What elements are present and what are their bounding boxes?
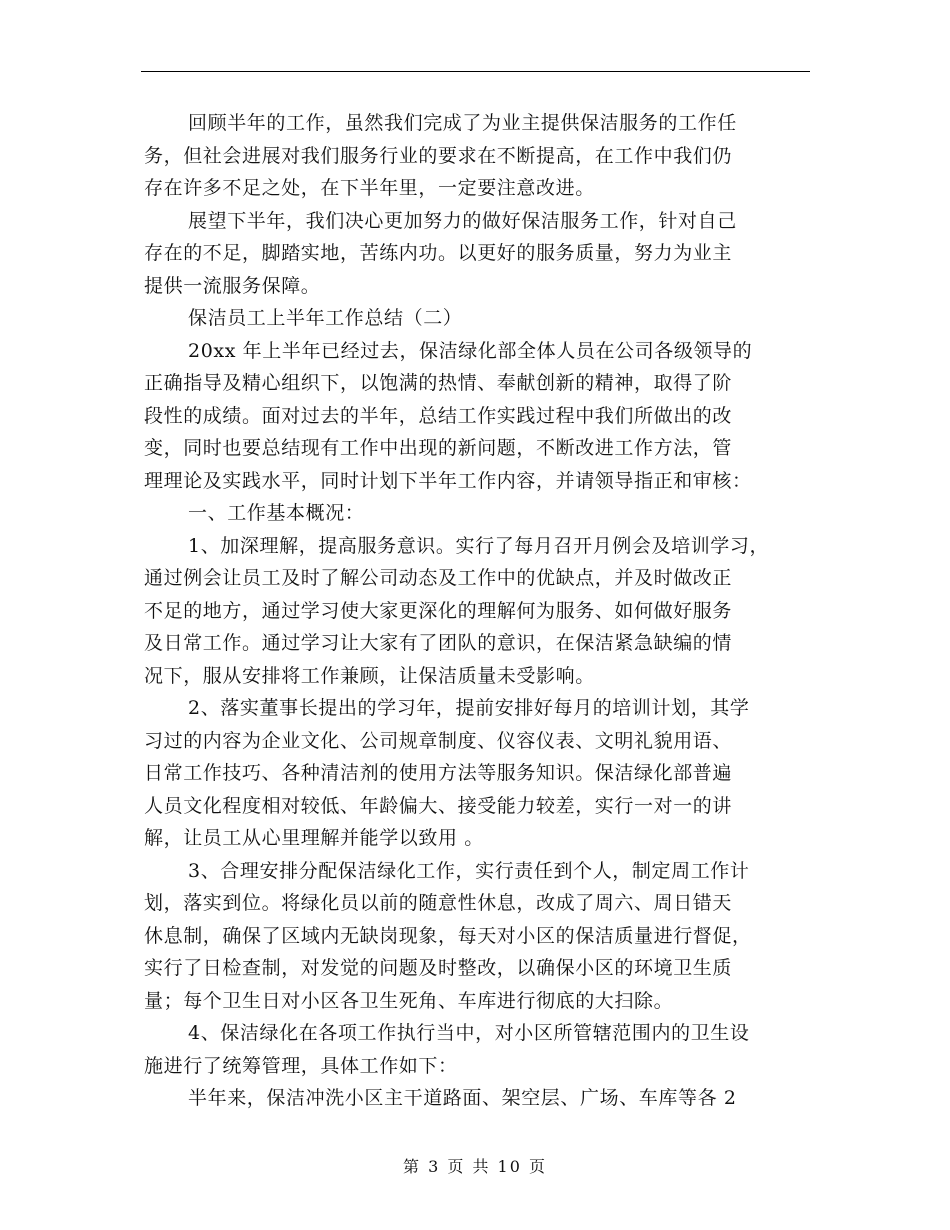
text-line: 休息制，确保了区域内无缺岗现象，每天对小区的保洁质量进行督促， [144, 924, 752, 947]
text-line: 划，落实到位。将绿化员以前的随意性休息，改成了周六、周日错天 [144, 892, 733, 914]
text-line: 变，同时也要总结现有工作中出现的新问题，不断改进工作方法，管 [144, 437, 733, 459]
text-line: 通过例会让员工及时了解公司动态及工作中的优缺点，并及时做改正 [144, 567, 733, 589]
body-text [144, 107, 810, 1115]
text-line: 量；每个卫生日对小区各卫生死角、车库进行彻底的大扫除。 [144, 989, 674, 1012]
text-line: 3、合理安排分配保洁绿化工作，实行责任到个人，制定周工作计 [188, 859, 750, 882]
text-line: 展望下半年，我们决心更加努力的做好保洁服务工作，针对自己 [188, 209, 737, 232]
text-line: 况下，服从安排将工作兼顾，让保洁质量未受影响。 [144, 664, 595, 687]
text-line: 习过的内容为企业文化、公司规章制度、仪容仪表、文明礼貌用语、 [144, 729, 733, 752]
text-line: 一、工作基本概况： [188, 502, 365, 524]
text-line: 人员文化程度相对较低、年龄偏大、接受能力较差，实行一对一的讲 [144, 794, 733, 817]
text-line: 提供一流服务保障。 [144, 274, 321, 297]
header-rule [141, 71, 810, 72]
text-line: 半年来，保洁冲洗小区主干道路面、架空层、广场、车库等各 2 [188, 1087, 737, 1109]
text-line: 存在的不足，脚踏实地，苦练内功。以更好的服务质量，努力为业主 [144, 242, 733, 264]
text-line: 存在许多不足之处，在下半年里，一定要注意改进。 [144, 177, 595, 199]
text-line: 4、保洁绿化在各项工作执行当中，对小区所管辖范围内的卫生设 [188, 1022, 750, 1044]
text-line: 理理论及实践水平，同时计划下半年工作内容，并请领导指正和审核： [144, 469, 752, 492]
text-line: 日常工作技巧、各种清洁剂的使用方法等服务知识。保洁绿化部普遍 [144, 762, 733, 784]
text-line: 2、落实董事长提出的学习年，提前安排好每月的培训计划，其学 [188, 697, 750, 719]
text-line: 段性的成绩。面对过去的半年，总结工作实践过程中我们所做出的改 [144, 404, 733, 427]
text-line: 务，但社会进展对我们服务行业的要求在不断提高，在工作中我们仍 [144, 144, 733, 167]
text-line: 施进行了统筹管理，具体工作如下： [144, 1054, 458, 1077]
text-line: 保洁员工上半年工作总结（二） [188, 307, 463, 329]
text-line: 不足的地方，通过学习使大家更深化的理解何为服务、如何做好服务 [144, 599, 733, 622]
text-line: 1、加深理解，提高服务意识。实行了每月召开月例会及培训学习， [188, 534, 770, 557]
text-line: 20xx 年上半年已经过去，保洁绿化部全体人员在公司各级领导的 [188, 339, 753, 362]
text-line: 及日常工作。通过学习让大家有了团队的意识，在保洁紧急缺编的情 [144, 632, 733, 654]
text-line: 实行了日检查制，对发觉的问题及时整改，以确保小区的环境卫生质 [144, 957, 733, 979]
text-line: 正确指导及精心组织下，以饱满的热情、奉献创新的精神，取得了阶 [144, 372, 733, 394]
page-number: 第 3 页 共 10 页 [403, 1157, 547, 1176]
text-line: 回顾半年的工作，虽然我们完成了为业主提供保洁服务的工作任 [188, 112, 737, 134]
text-line: 解，让员工从心里理解并能学以致用 。 [144, 827, 484, 849]
